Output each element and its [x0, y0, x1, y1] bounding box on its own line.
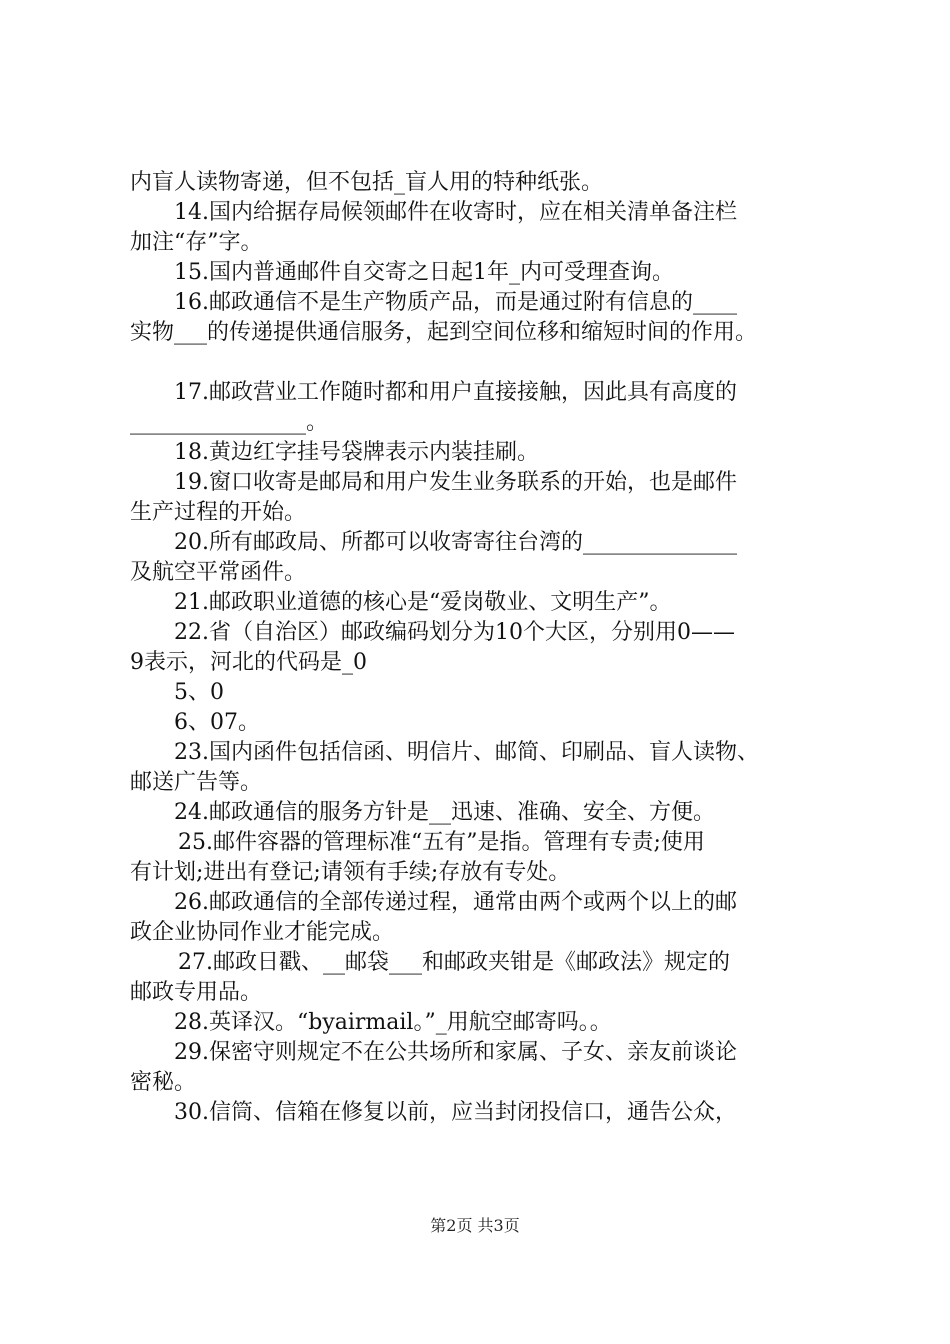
question-28-line-1: 28.英译汉。“byairmail。”_用航空邮寄吗。。 [174, 1010, 612, 1035]
question-15-line-1: 15.国内普通邮件自交寄之日起1年_内可受理查询。 [174, 260, 674, 285]
question-23-line-2: 邮送广告等。 [130, 770, 263, 795]
question-30-line-1: 30.信筒、信箱在修复以前，应当封闭投信口，通告公众， [174, 1100, 737, 1125]
text-line: 内盲人读物寄递，但不包括_盲人用的特种纸张。 [130, 170, 604, 195]
paragraph-gap [130, 348, 835, 378]
question-14-line-2: 加注“存”字。 [130, 230, 263, 255]
question-16-line-1: 16.邮政通信不是生产物质产品，而是通过附有信息的____ [174, 290, 737, 315]
question-22-line-4: 6、07。 [174, 710, 260, 735]
question-26-line-1: 26.邮政通信的全部传递过程，通常由两个或两个以上的邮 [174, 890, 737, 915]
question-16-line-2: 实物___的传递提供通信服务，起到空间位移和缩短时间的作用。 [130, 320, 758, 345]
question-20-line-2: 及航空平常函件。 [130, 560, 307, 585]
question-22-line-3: 5、0 [174, 680, 224, 705]
question-24-line-1: 24.邮政通信的服务方针是__迅速、准确、安全、方便。 [174, 800, 715, 825]
question-14-line-1: 14.国内给据存局候领邮件在收寄时，应在相关清单备注栏 [174, 200, 737, 225]
question-17-line-2: ________________。 [130, 410, 329, 435]
question-19-line-1: 19.窗口收寄是邮局和用户发生业务联系的开始，也是邮件 [174, 470, 737, 495]
question-27-line-2: 邮政专用品。 [130, 980, 263, 1005]
question-19-line-2: 生产过程的开始。 [130, 500, 307, 525]
question-21-line-1: 21.邮政职业道德的核心是“爱岗敬业、文明生产”。 [174, 590, 672, 615]
question-26-line-2: 政企业协同作业才能完成。 [130, 920, 395, 945]
question-25-line-1: 25.邮件容器的管理标准“五有”是指。管理有专责;使用 [178, 830, 705, 855]
question-22-line-2: 9表示，河北的代码是_0 [130, 650, 367, 675]
question-22-line-1: 22.省（自治区）邮政编码划分为10个大区，分别用0—— [174, 620, 735, 645]
document-body [130, 168, 835, 1128]
question-18-line-1: 18.黄边红字挂号袋牌表示内装挂刷。 [174, 440, 539, 465]
question-29-line-1: 29.保密守则规定不在公共场所和家属、子女、亲友前谈论 [174, 1040, 737, 1065]
question-25-line-2: 有计划;进出有登记;请领有手续;存放有专处。 [130, 860, 571, 885]
question-20-line-1: 20.所有邮政局、所都可以收寄寄往台湾的______________ [174, 530, 737, 555]
page-number-footer: 第2页 共3页 [430, 1216, 520, 1235]
question-27-line-1: 27.邮政日戳、__邮袋___和邮政夹钳是《邮政法》规定的 [178, 950, 730, 975]
question-23-line-1: 23.国内函件包括信函、明信片、邮简、印刷品、盲人读物、 [174, 740, 759, 765]
question-17-line-1: 17.邮政营业工作随时都和用户直接接触，因此具有高度的 [174, 380, 737, 405]
question-29-line-2: 密秘。 [130, 1070, 197, 1095]
